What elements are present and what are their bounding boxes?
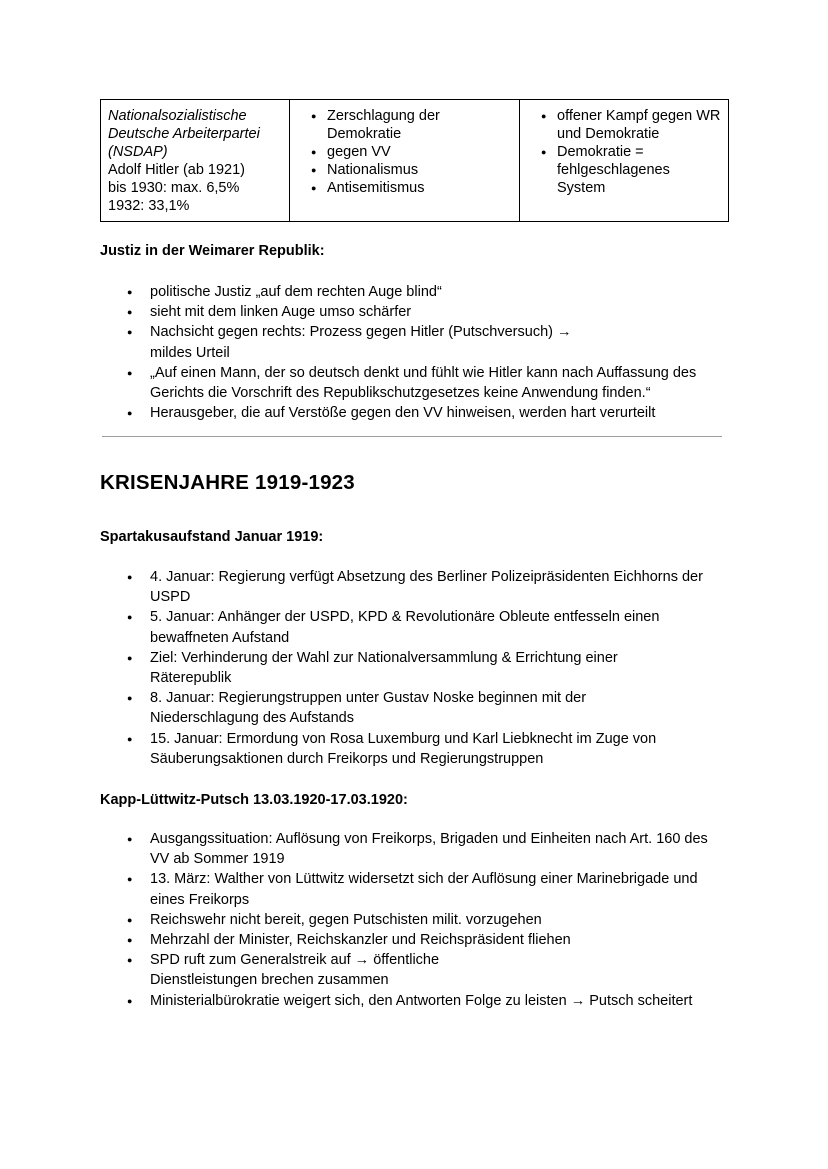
party-info-line: bis 1930: max. 6,5%: [108, 180, 240, 196]
justiz-list: [100, 282, 740, 423]
list-item: ● Mehrzahl der Minister, Reichskanzler und Reichspräsident fliehen: [100, 930, 740, 950]
list-item: ● sieht mit dem linken Auge umso schärfer: [100, 302, 740, 322]
list-item: ● offener Kampf gegen WR und Demokratie: [527, 107, 722, 143]
list-item: ● Demokratie = fehlgeschlagenes System: [527, 143, 722, 197]
list-item: ● 15. Januar: Ermordung von Rosa Luxemburg und Karl Liebknecht im Zuge von Säuberungsaktionen durch Freikorps und Regierungstruppen: [100, 729, 690, 769]
spartakus-list: [100, 567, 740, 769]
goals-cell: [290, 100, 520, 222]
attitude-cell: [520, 100, 729, 222]
party-info-line: 1932: 33,1%: [108, 198, 190, 214]
list-item: ● „Auf einen Mann, der so deutsch denkt und fühlt wie Hitler kann nach Auffassung des Gerichts die Vorschrift des Republikschutzgesetzes keine Anwendung finden.“: [100, 363, 740, 403]
list-item: ● 4. Januar: Regierung verfügt Absetzung des Berliner Polizeipräsidenten Eichhorns der USPD: [100, 567, 710, 607]
party-info-line: Adolf Hitler (ab 1921): [108, 162, 246, 178]
list-item: ● gegen VV: [297, 143, 513, 161]
list-item: ● Zerschlagung der Demokratie: [297, 107, 513, 143]
section-divider: [102, 436, 722, 437]
table-row: [101, 100, 729, 222]
list-item: ● Nachsicht gegen rechts: Prozess gegen Hitler (Putschversuch) → mildes Urteil: [100, 322, 590, 362]
list-item: ● Reichswehr nicht bereit, gegen Putschisten milit. vorzugehen: [100, 910, 740, 930]
list-item: ● Antisemitismus: [297, 179, 513, 197]
kapp-list: [100, 829, 740, 1011]
nsdap-table: [100, 99, 729, 222]
list-item: ● 13. März: Walther von Lüttwitz widersetzt sich der Auflösung einer Marinebrigade und eines Freikorps: [100, 869, 705, 909]
party-name-line: Nationalsozialistische: [108, 108, 247, 124]
list-item: ● Ziel: Verhinderung der Wahl zur Nationalversammlung & Errichtung einer Räterepublik: [100, 648, 650, 688]
list-item: ● Ausgangssituation: Auflösung von Freikorps, Brigaden und Einheiten nach Art. 160 des VV ab Sommer 1919: [100, 829, 720, 869]
list-item: ● Ministerialbürokratie weigert sich, den Antworten Folge zu leisten → Putsch scheitert: [100, 991, 780, 1011]
party-name-line: Deutsche Arbeiterpartei: [108, 126, 260, 142]
list-item: ● 8. Januar: Regierungstruppen unter Gustav Noske beginnen mit der Niederschlagung des Aufstands: [100, 688, 620, 728]
attitude-list: [527, 107, 722, 197]
party-cell: [101, 100, 290, 222]
list-item: ● Nationalismus: [297, 161, 513, 179]
list-item: ● Herausgeber, die auf Verstöße gegen den VV hinweisen, werden hart verurteilt: [100, 403, 750, 423]
list-item: ● SPD ruft zum Generalstreik auf → öffentliche Dienstleistungen brechen zusammen: [100, 950, 510, 990]
list-item: ● 5. Januar: Anhänger der USPD, KPD & Revolutionäre Obleute entfesseln einen bewaffneten Aufstand: [100, 607, 695, 647]
spartakus-heading: Spartakusaufstand Januar 1919:: [100, 529, 324, 545]
list-item: ● politische Justiz „auf dem rechten Auge blind“: [100, 282, 740, 302]
party-name-line: (NSDAP): [108, 144, 168, 160]
justiz-heading: Justiz in der Weimarer Republik:: [100, 243, 325, 259]
kapp-heading: Kapp-Lüttwitz-Putsch 13.03.1920-17.03.1920:: [100, 792, 408, 808]
section-title: KRISENJAHRE 1919-1923: [100, 471, 355, 494]
goals-list: [297, 107, 513, 197]
